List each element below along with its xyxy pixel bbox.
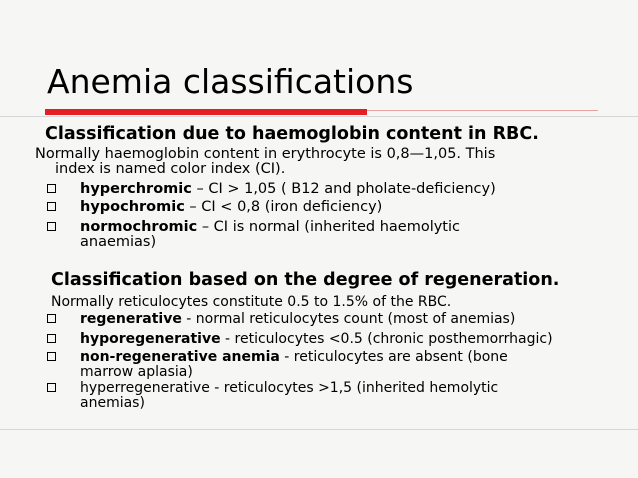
section-heading-regeneration: Classification based on the degree of regeneration.: [51, 270, 560, 290]
square-bullet-icon: [47, 184, 56, 193]
term: normochromic: [80, 219, 198, 235]
description: - reticulocytes <0.5 (chronic posthemorrhagic): [220, 331, 553, 347]
square-bullet-icon: [47, 352, 56, 361]
description: – CI > 1,05 ( B12 and pholate-deficiency): [191, 181, 496, 197]
term: non-regenerative anemia: [80, 349, 280, 365]
term: hyperchromic: [80, 181, 192, 197]
title-accent-bar: [45, 109, 367, 115]
description: - reticulocytes are absent (bone: [279, 349, 508, 365]
description: hyperregenerative - reticulocytes >1,5 (inherited hemolytic: [80, 380, 499, 396]
section-heading-haemoglobin: Classification due to haemoglobin content in RBC.: [45, 124, 539, 144]
intro-line: Normally haemoglobin content in erythrocyte is 0,8—1,05. This: [35, 146, 496, 162]
divider-line: [0, 116, 638, 117]
square-bullet-icon: [47, 334, 56, 343]
intro-line: index is named color index (CI).: [55, 161, 286, 177]
square-bullet-icon: [47, 314, 56, 323]
square-bullet-icon: [47, 383, 56, 392]
section-intro-haemoglobin: [35, 147, 495, 177]
slide-title: Anemia classifications: [47, 62, 414, 101]
description: – CI is normal (inherited haemolytic: [197, 219, 460, 235]
term: hyporegenerative: [80, 331, 221, 347]
divider-line: [0, 429, 638, 430]
term: hypochromic: [80, 199, 185, 215]
description: – CI < 0,8 (iron deficiency): [184, 199, 383, 215]
square-bullet-icon: [47, 202, 56, 211]
description-continued: marrow aplasia): [80, 364, 193, 380]
square-bullet-icon: [47, 222, 56, 231]
section-intro-regeneration: Normally reticulocytes constitute 0.5 to 1.5% of the RBC.: [51, 294, 452, 310]
description-continued: anaemias): [80, 234, 157, 250]
term: regenerative: [80, 311, 182, 327]
title-underline: [367, 110, 598, 111]
description-continued: anemias): [80, 395, 145, 411]
description: - normal reticulocytes count (most of anemias): [181, 311, 516, 327]
